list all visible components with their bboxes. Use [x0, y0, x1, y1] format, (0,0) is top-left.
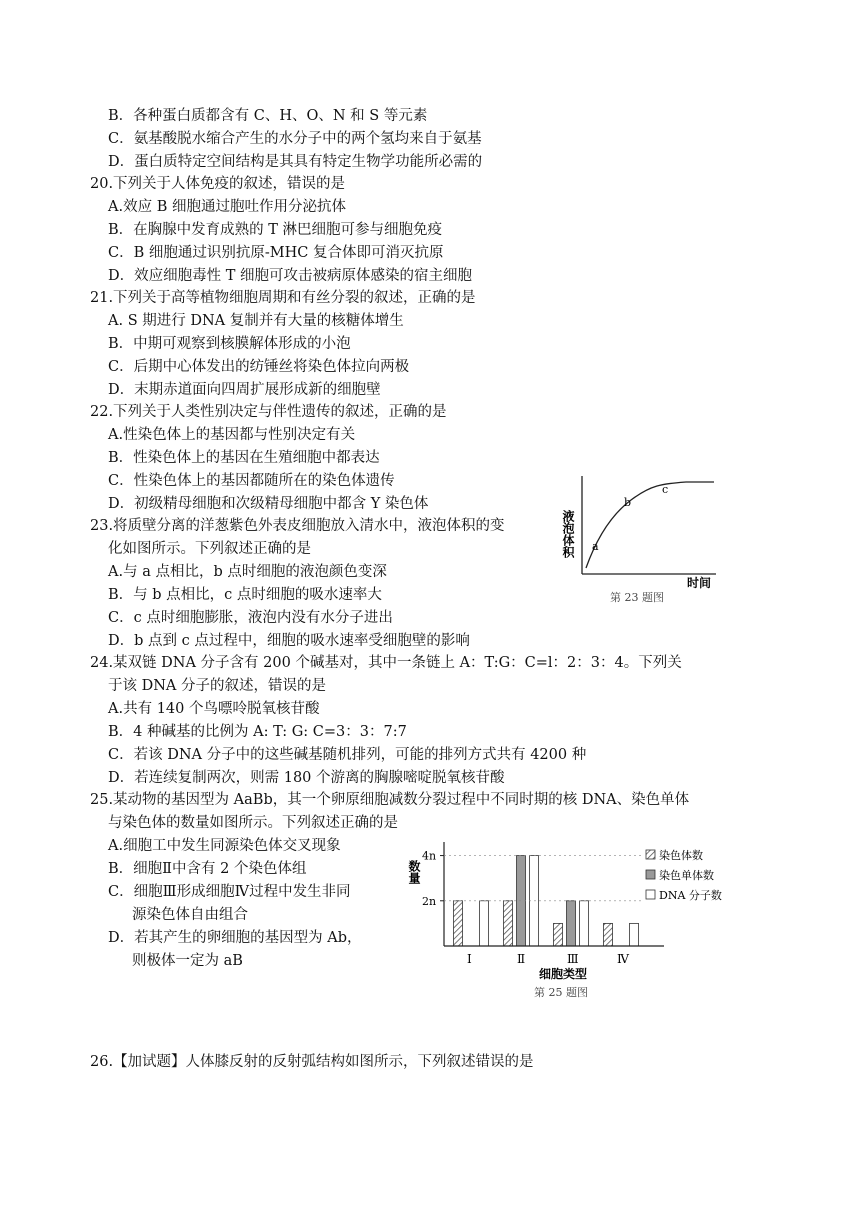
q20-option-d: D．效应细胞毒性 T 细胞可攻击被病原体感染的宿主细胞 — [108, 268, 473, 284]
q25-option-d-line2: 则极体一定为 aB — [132, 953, 243, 969]
q23-option-d: D．b 点到 c 点过程中，细胞的吸水速率受细胞壁的影响 — [108, 633, 470, 649]
q25-bar — [604, 923, 613, 946]
q24-stem-line1: 24.某双链 DNA 分子含有 200 个碱基对，其中一条链上 A：T:G：C=l：2：3：4。下列关 — [90, 655, 682, 671]
q26-stem: 26.【加试题】人体膝反射的反射弧结构如图所示，下列叙述错误的是 — [90, 1054, 534, 1070]
q21-option-d: D．末期赤道面向四周扩展形成新的细胞壁 — [108, 382, 381, 398]
q25-bar — [454, 901, 463, 946]
q20-option-a: A.效应 B 细胞通过胞吐作用分泌抗体 — [108, 199, 346, 215]
q23-point-a-label: a — [592, 540, 599, 553]
q22-option-d: D．初级精母细胞和次级精母细胞中都含 Y 染色体 — [108, 496, 429, 512]
q25-option-d-line1: D．若其产生的卵细胞的基因型为 Ab， — [108, 930, 362, 946]
q23-option-b: B．与 b 点相比，c 点时细胞的吸水速率大 — [108, 587, 382, 603]
q25-x-label: 细胞类型 — [539, 967, 588, 981]
q24-option-c: C．若该 DNA 分子中的这些碱基随机排列，可能的排列方式共有 4200 种 — [108, 747, 587, 763]
q22-option-a: A.性染色体上的基因都与性别决定有关 — [108, 427, 356, 443]
q23-y-label: 液泡体积 — [561, 510, 575, 558]
q21-option-c: C．后期中心体发出的纺锤丝将染色体拉向两极 — [108, 359, 410, 375]
q25-bar — [580, 901, 589, 946]
q23-figure-caption: 第 23 题图 — [610, 591, 664, 604]
q19-option-d: D．蛋白质特定空间结构是其具有特定生物学功能所必需的 — [108, 154, 483, 170]
q25-legend-label: 染色体数 — [659, 849, 703, 862]
q25-category-label: Ⅳ — [617, 952, 629, 966]
q25-legend-swatch — [646, 890, 655, 899]
q23-x-label: 时间 — [687, 576, 712, 590]
q22-option-b: B．性染色体上的基因在生殖细胞中都表达 — [108, 450, 380, 466]
q20-stem: 20.下列关于人体免疫的叙述，错误的是 — [90, 176, 346, 192]
q25-category-label: Ⅲ — [567, 952, 579, 966]
q21-option-b: B．中期可观察到核膜解体形成的小泡 — [108, 336, 351, 352]
q20-option-b: B．在胸腺中发育成熟的 T 淋巴细胞可参与细胞免疫 — [108, 222, 443, 238]
q24-stem-line2: 于该 DNA 分子的叙述，错误的是 — [108, 678, 327, 694]
q23-figure — [556, 470, 736, 610]
q25-option-c-line2: 源染色体自由组合 — [132, 907, 248, 923]
q25-legend-label: DNA 分子数 — [659, 889, 722, 902]
q23-option-a: A.与 a 点相比，b 点时细胞的液泡颜色变深 — [108, 564, 387, 580]
q25-y-tick-label: 2n — [422, 894, 437, 908]
q25-bar — [630, 923, 639, 946]
q25-figure-caption: 第 25 题图 — [534, 986, 588, 999]
q23-point-c-label: c — [662, 483, 669, 496]
q25-bar — [554, 923, 563, 946]
q25-category-label: Ⅱ — [517, 952, 526, 966]
q25-category-label: Ⅰ — [467, 952, 472, 966]
q25-figure — [396, 838, 736, 1008]
q24-option-a: A.共有 140 个鸟嘌呤脱氧核苷酸 — [108, 701, 320, 717]
q20-option-c: C．B 细胞通过识别抗原-MHC 复合体即可消灭抗原 — [108, 245, 444, 261]
q19-option-b: B．各种蛋白质都含有 C、H、O、N 和 S 等元素 — [108, 108, 428, 124]
q25-stem-line1: 25.某动物的基因型为 AaBb，其一个卵原细胞减数分裂过程中不同时期的核 DNA、染色单体 — [90, 792, 690, 808]
q23-stem-line1: 23.将质壁分离的洋葱紫色外表皮细胞放入清水中，液泡体积的变 — [90, 518, 505, 534]
q22-option-c: C．性染色体上的基因都随所在的染色体遗传 — [108, 473, 395, 489]
q19-option-c: C．氨基酸脱水缩合产生的水分子中的两个氢均来自于氨基 — [108, 131, 482, 147]
q21-option-a: A. S 期进行 DNA 复制并有大量的核糖体增生 — [108, 313, 404, 329]
q25-legend-label: 染色单体数 — [659, 869, 714, 882]
q24-option-d: D．若连续复制两次，则需 180 个游离的胸腺嘧啶脱氧核苷酸 — [108, 770, 505, 786]
q23-stem-line2: 化如图所示。下列叙述正确的是 — [108, 541, 311, 557]
q25-legend-swatch — [646, 870, 655, 879]
q24-option-b: B．4 种碱基的比例为 A: T: G: C=3：3：7:7 — [108, 724, 407, 740]
q25-bar — [504, 901, 513, 946]
q23-option-c: C．c 点时细胞膨胀，液泡内没有水分子进出 — [108, 610, 393, 626]
q25-legend-swatch — [646, 850, 655, 859]
q25-stem-line2: 与染色体的数量如图所示。下列叙述正确的是 — [108, 815, 398, 831]
q25-y-label: 数量 — [407, 860, 421, 884]
q23-curve-graph — [556, 470, 736, 610]
q23-point-b-label: b — [624, 496, 632, 509]
q25-option-c-line1: C．细胞Ⅲ形成细胞Ⅳ过程中发生非同 — [108, 884, 351, 900]
q25-bar — [480, 901, 489, 946]
q21-stem: 21.下列关于高等植物细胞周期和有丝分裂的叙述，正确的是 — [90, 290, 476, 306]
q25-option-b: B．细胞Ⅱ中含有 2 个染色体组 — [108, 861, 307, 877]
q25-bar — [567, 901, 576, 946]
q23-volume-curve — [586, 482, 714, 568]
q25-option-a: A.细胞工中发生同源染色体交叉现象 — [108, 838, 341, 854]
q22-stem: 22.下列关于人类性别决定与伴性遗传的叙述，正确的是 — [90, 404, 447, 420]
q25-bar-chart — [396, 838, 736, 1008]
q25-y-tick-label: 4n — [422, 849, 437, 863]
